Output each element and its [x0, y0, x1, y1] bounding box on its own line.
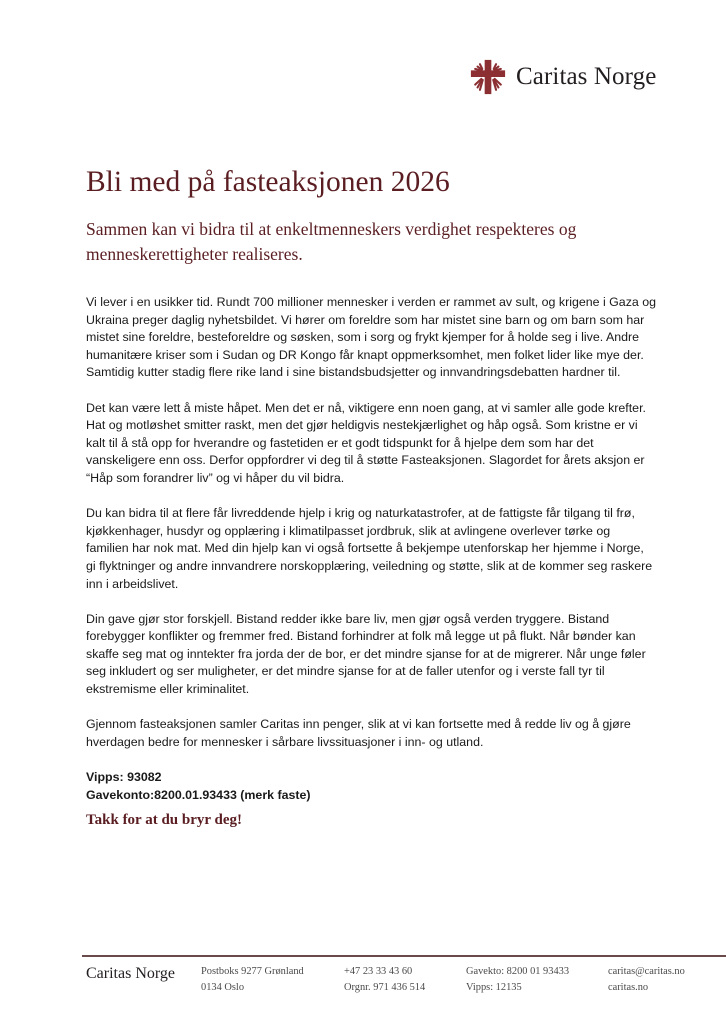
page-title: Bli med på fasteaksjonen 2026	[86, 166, 450, 198]
caritas-cross-icon	[469, 58, 507, 96]
donation-account: Gavekonto:8200.01.93433 (merk faste)	[86, 787, 311, 802]
paragraph-fundraising: Gjennom fasteaksjonen samler Caritas inn penger, slik at vi kan fortsette med å redde liv og å gjøre hverdagen bedre for mennesker i sårbare livssituasjoner i inn- og utland.	[86, 717, 631, 749]
footer-website-link[interactable]: caritas.no	[608, 982, 649, 993]
footer-vipps: Vipps: 12135	[466, 982, 522, 993]
footer-address-line2: 0134 Oslo	[201, 982, 245, 993]
footer-phone: +47 23 33 43 60	[344, 966, 413, 977]
page-subtitle: Sammen kan vi bidra til at enkeltmenneskers verdighet respekteres og menneskerettigheter realiseres.	[86, 219, 577, 264]
footer-contact	[344, 964, 466, 996]
footer-orgnr: Orgnr. 971 436 514	[344, 982, 426, 993]
letter-body	[86, 294, 656, 830]
paragraph-hope: Det kan være lett å miste håpet. Men det er nå, viktigere enn noen gang, at vi samler alle gode krefter. Hat og motløshet smitter raskt, men det gjør heldigvis nestekjærlighet og håp også. Som kristne er vi kalt til å stå opp for hverandre og fastetiden er et godt tidspunkt for å hjelpe dem som har det vanskeligere enn oss. Derfor oppfordrer vi deg til å støtte Fasteaksjonen. Slagordet for årets aksjon er “Håp som forandrer liv” og vi håper du vil bidra.	[86, 400, 646, 485]
footer	[86, 964, 716, 996]
logo-text: Caritas Norge	[516, 63, 657, 90]
footer-gift-account: Gavekto: 8200 01 93433	[466, 966, 570, 977]
paragraph-contribute: Du kan bidra til at flere får livreddende hjelp i krig og naturkatastrofer, at de fattigste får tilgang til frø, kjøkkenhager, husdyr og opplæring i klimatilpasset jordbruk, slik at avlingene overlever tørke og familien har nok mat. Med din hjelp kan vi også fortsette å bekjempe utenforskap her hjemme i Norge, gi flyktninger og andre innvandrere norskopplæring, veiledning og støtte, slik at de kommer seg raskere inn i arbeidslivet.	[86, 506, 653, 591]
footer-divider	[82, 955, 726, 957]
paragraph-difference: Din gave gjør stor forskjell. Bistand redder ikke bare liv, men gjør også verden tryggere. Bistand forebygger konflikter og fremmer fred. Bistand forhindrer at folk må legge ut på flukt. Når bønder kan skaffe seg mat og inntekter fra jorda der de bor, er det mindre sjanse for at de migrerer. Når unge føler seg inkludert og ser muligheter, er det mindre sjanse for at de faller utenfor og i verste fall tyr til ekstremisme eller kriminalitet.	[86, 611, 646, 697]
footer-donation	[466, 964, 608, 996]
footer-address-line1: Postboks 9277 Grønland	[201, 966, 304, 977]
caritas-logo	[469, 58, 656, 96]
footer-web	[608, 964, 685, 996]
footer-address	[201, 964, 344, 996]
donation-vipps: Vipps: 93082	[86, 770, 162, 785]
footer-brand: Caritas Norge	[86, 965, 176, 982]
paragraph-intro: Vi lever i en usikker tid. Rundt 700 millioner mennesker i verden er rammet av sult, og krigene i Gaza og Ukraina preger daglig nyhetsbildet. Vi hører om foreldre som har mistet sine barn og om barn som har mistet sine foreldre, besteforeldre og søsken, som i sorg og frykt kjemper for å holde seg i live. Andre humanitære kriser som i Sudan og DR Kongo får knapt oppmerksomhet, men folket lider like mye der. Samtidig kutter stadig flere rike land i sine bistandsbudsjetter og innvandringsdebatten hardner til.	[86, 295, 657, 380]
closing-thanks: Takk for at du bryr deg!	[86, 812, 243, 829]
footer-email-link[interactable]: caritas@caritas.no	[608, 966, 685, 977]
